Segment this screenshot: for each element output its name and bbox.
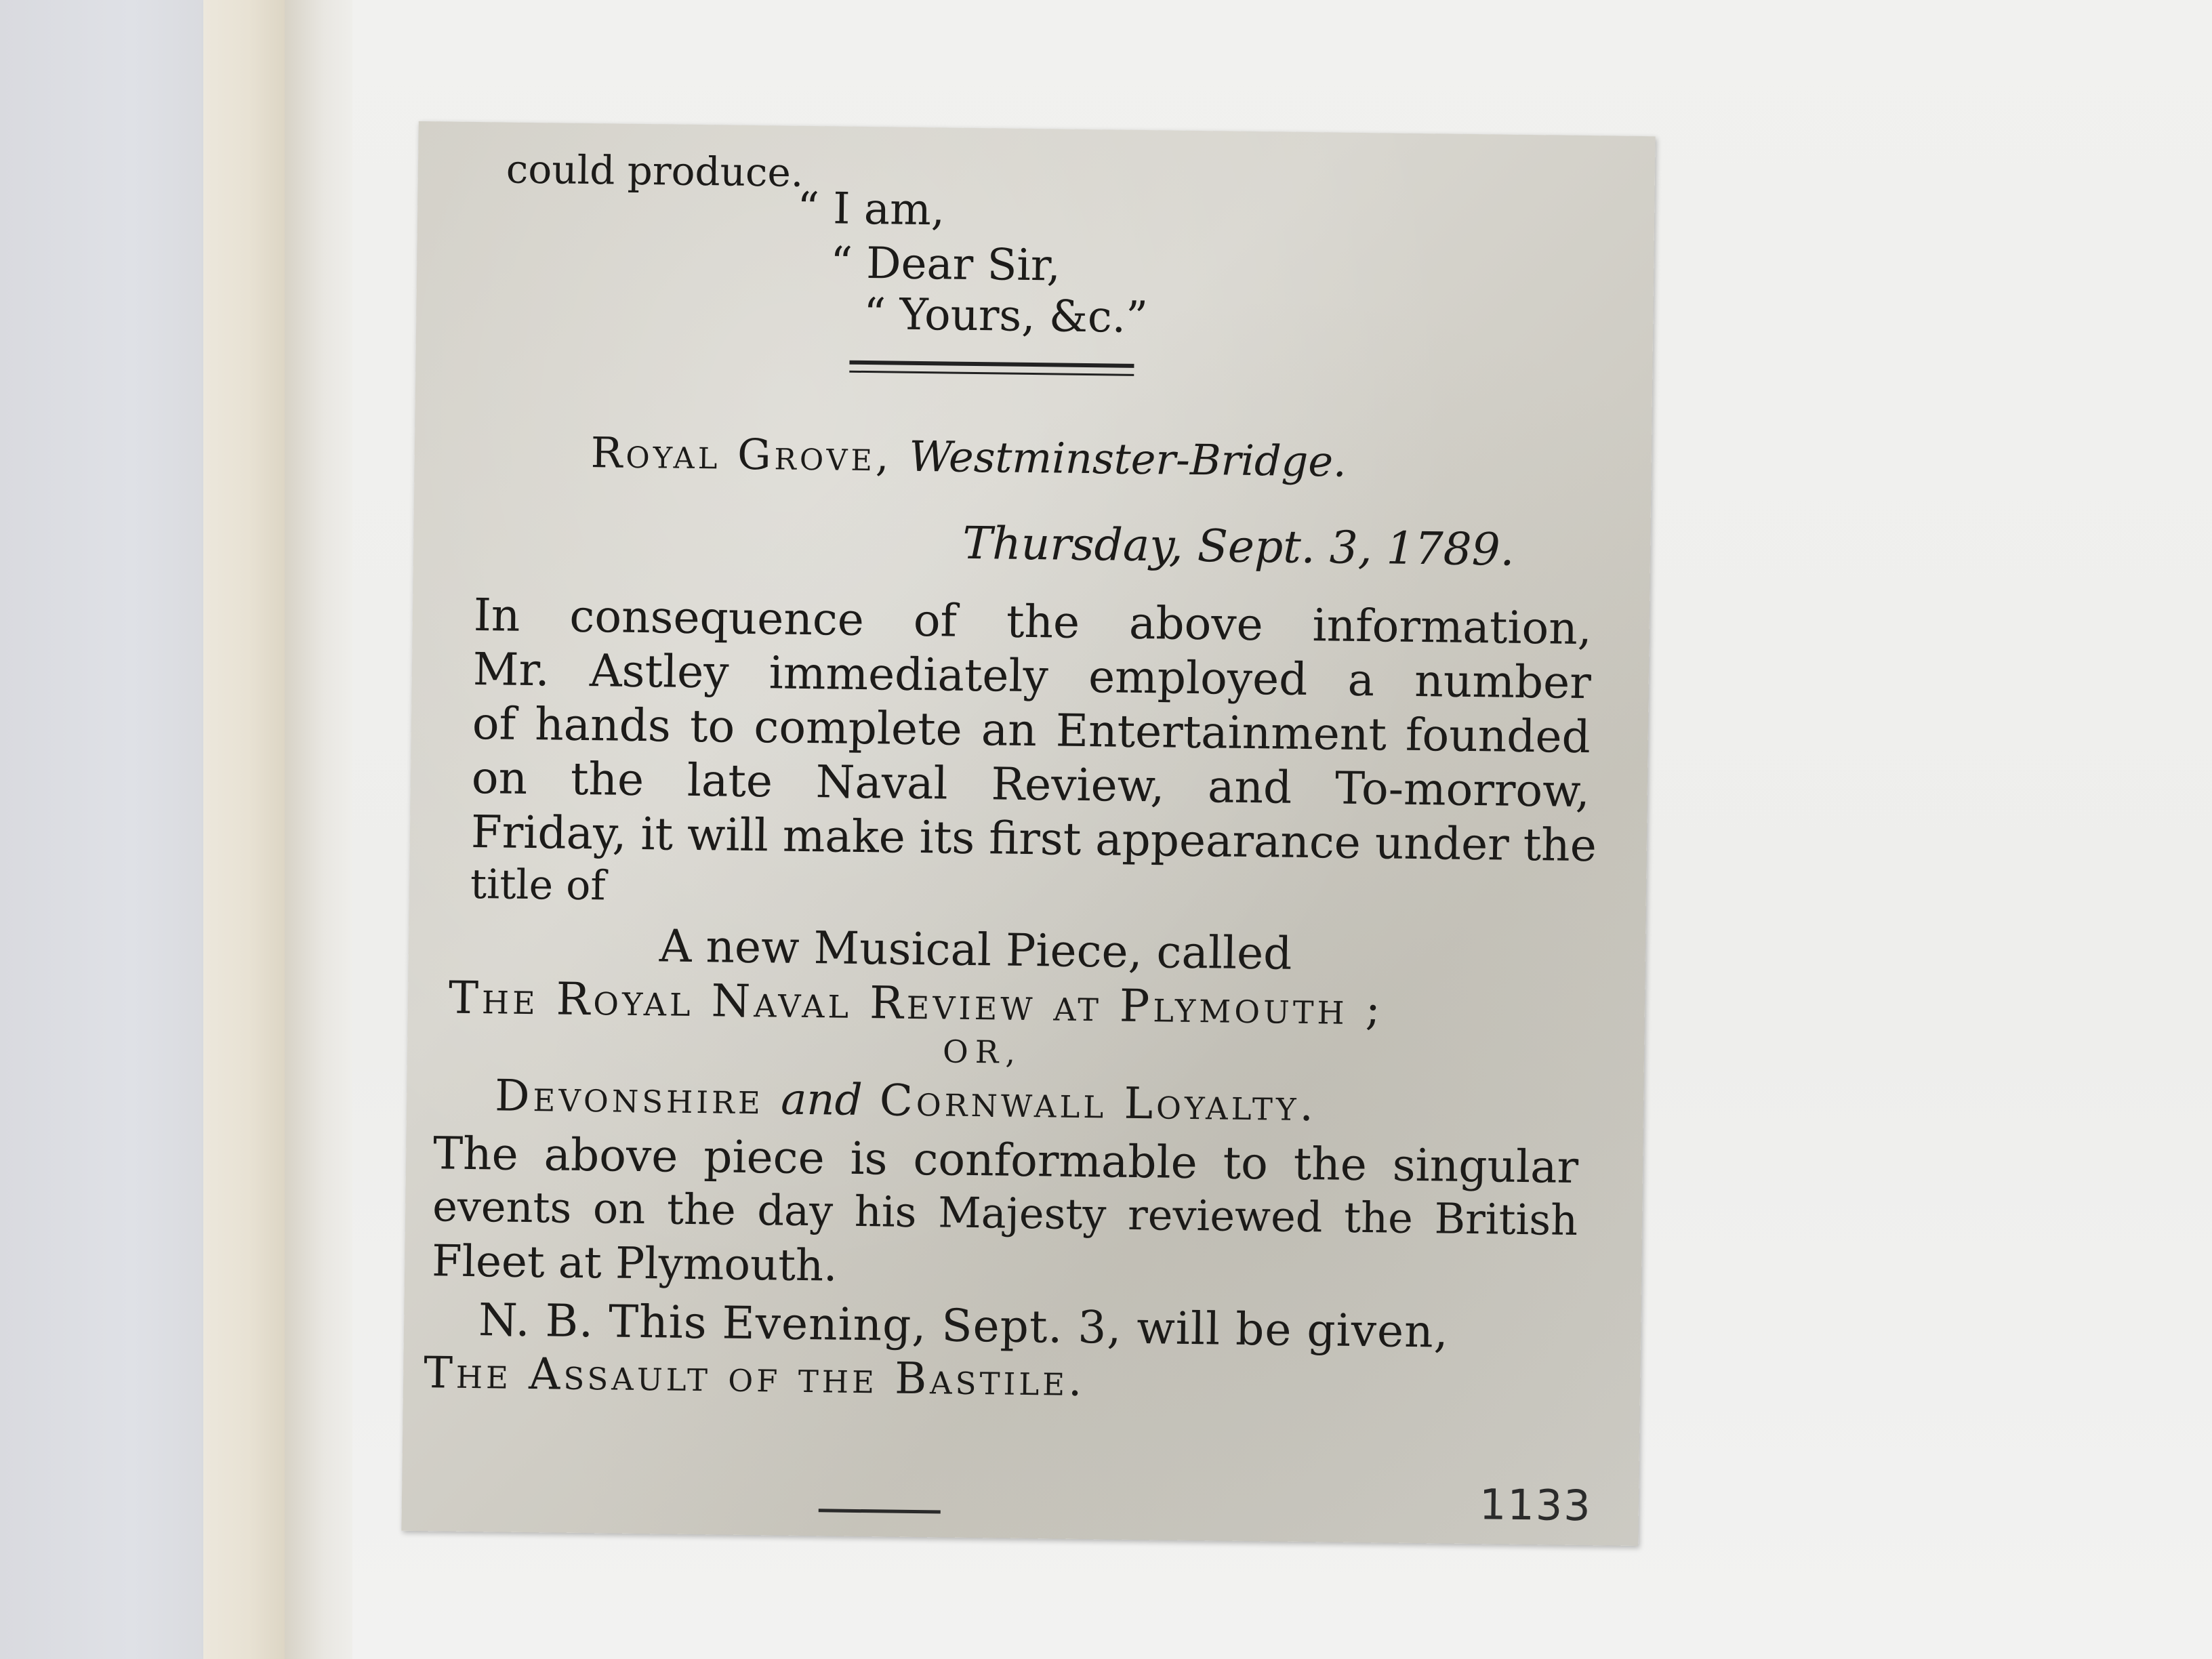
salutation-yours: “ Yours, &c.” [863, 289, 1149, 344]
piece-intro: A new Musical Piece, called [659, 920, 1292, 980]
piece-title: The Royal Naval Review at Plymouth ; [448, 971, 1385, 1036]
subtitle-and: and [780, 1074, 863, 1126]
desc-line-3: Fleet at Plymouth. [431, 1236, 838, 1292]
separator-rule [849, 361, 1134, 368]
nb-line: N. B. This Evening, Sept. 3, will be given, [478, 1294, 1450, 1358]
body-line-3: of hands to complete an Entertainment founded [472, 697, 1591, 764]
left-page-edge [203, 0, 285, 1659]
piece-subtitle [494, 1071, 1317, 1132]
separator-rule-thin [849, 371, 1134, 376]
body-line-4: on the late Naval Review, and To-morrow, [471, 751, 1591, 818]
date-line: Thursday, Sept. 3, 1789. [962, 516, 1515, 576]
body-line-5: Friday, it will make its first appearance under the [470, 805, 1597, 872]
body-line-1: In consequence of the above information, [473, 588, 1593, 655]
salutation-dear-sir: “ Dear Sir, [830, 238, 1061, 291]
venue-name: Royal Grove, [590, 428, 909, 481]
or-line: OR, [942, 1033, 1023, 1071]
body-line-6: title of [470, 860, 606, 910]
desc-line-2: events on the day his Majesty reviewed the British [432, 1181, 1578, 1245]
body-line-2: Mr. Astley immediately employed a number [472, 642, 1592, 710]
newspaper-clipping [401, 121, 1655, 1546]
page-number: 1133 [1479, 1479, 1593, 1531]
venue-location: Westminster-Bridge. [908, 431, 1347, 487]
final-line: The Assault of the Bastile. [423, 1348, 1086, 1407]
closing-line: could produce. [506, 146, 804, 196]
bottom-rule [819, 1509, 941, 1513]
desc-line-1: The above piece is conformable to the singular [432, 1127, 1579, 1193]
venue-heading [590, 428, 1347, 487]
subtitle-devonshire: Devonshire [494, 1071, 781, 1125]
subtitle-cornwall: Cornwall Loyalty. [862, 1076, 1317, 1132]
salutation-i-am: “ I am, [796, 183, 945, 236]
